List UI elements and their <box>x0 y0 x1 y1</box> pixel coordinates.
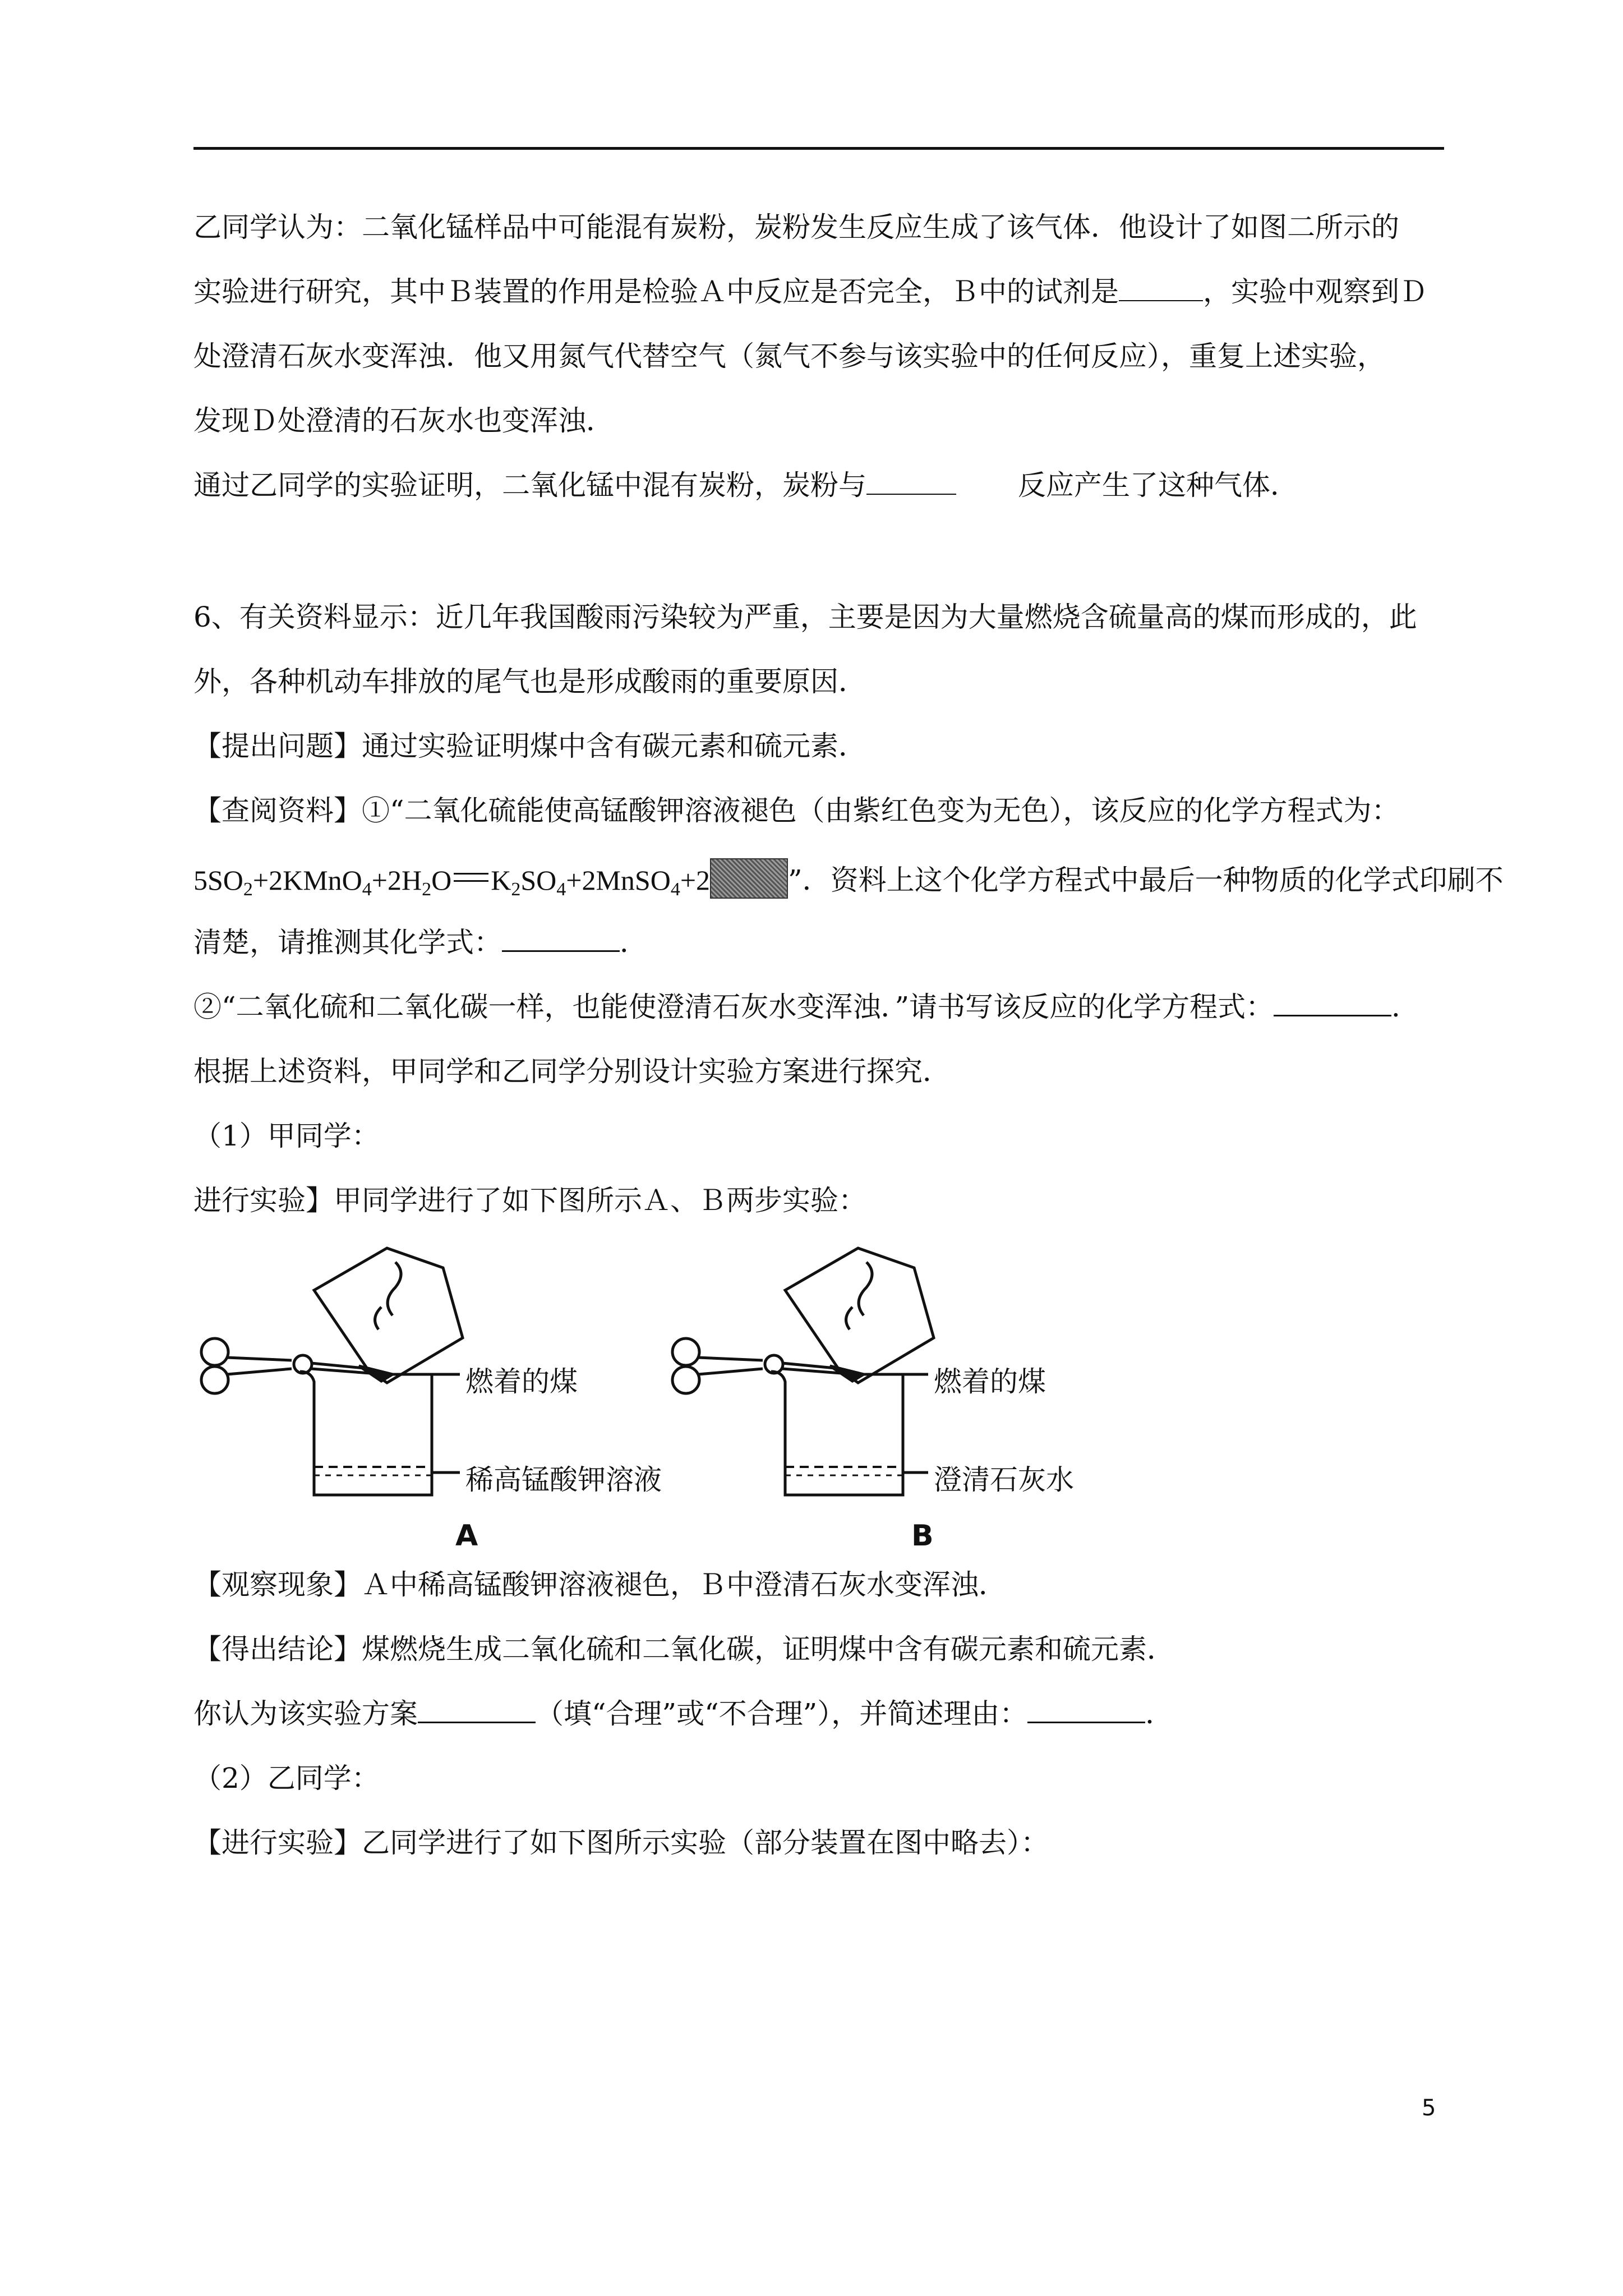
chemical-equation: $5SO_2+2KMnO_4+2H_2O$ $K_2SO_4+2MnSO_4+2$ ”．资料上这个化学方程式中最后一种物质的化学式印刷不 <box>193 858 1444 900</box>
label-letter-b: B <box>911 1519 934 1553</box>
text-line: 【提出问题】通过实验证明煤中含有碳元素和硫元素． <box>193 730 866 762</box>
text-line: 清楚，请推测其化学式： ． <box>193 923 1444 962</box>
page-number: 5 <box>1422 2095 1436 2121</box>
text-line: 你认为该实验方案 （填“合理”或“不合理”），并简述理由： ． <box>193 1694 1444 1733</box>
label-solution-b: 澄清石灰水 <box>934 1464 1074 1496</box>
label-letter-a: A <box>455 1519 478 1553</box>
apparatus-b <box>672 1248 934 1495</box>
label-burning-coal-a: 燃着的煤 <box>465 1365 578 1398</box>
question-6-intro: 6、有关资料显示：近几年我国酸雨污染较为严重，主要是因为大量燃烧含硫量高的煤而形成的，此 <box>193 601 1417 633</box>
text-line: 发现Ｄ处澄清的石灰水也变浑浊． <box>193 404 614 437</box>
text-line: 处澄清石灰水变浑浊．他又用氮气代替空气（氮气不参与该实验中的任何反应），重复上述实验， <box>193 340 1385 372</box>
text-line: 乙同学认为：二氧化锰样品中可能混有炭粉，炭粉发生反应生成了该气体．他设计了如图二所示的 <box>193 211 1399 243</box>
text-line: ②“二氧化硫和二氧化碳一样，也能使澄清石灰水变浑浊．”请书写该反应的化学方程式： ． <box>193 987 1444 1027</box>
answer-blank[interactable] <box>1027 1695 1145 1723</box>
label-burning-coal-b: 燃着的煤 <box>934 1365 1046 1398</box>
label-solution-a: 稀高锰酸钾溶液 <box>465 1464 662 1496</box>
text-line: 【进行实验】乙同学进行了如下图所示实验（部分装置在图中略去）： <box>193 1826 1049 1859</box>
apparatus-a <box>201 1248 463 1495</box>
text-line: 实验进行研究，其中Ｂ装置的作用是检验Ａ中反应是否完全，Ｂ中的试剂是 ，实验中观察到Ｄ <box>193 272 1444 311</box>
text-line: 通过乙同学的实验证明，二氧化锰中混有炭粉，炭粉与 反应产生了这种气体． <box>193 466 1444 505</box>
text-line: 进行实验】甲同学进行了如下图所示Ａ、Ｂ两步实验： <box>193 1184 866 1217</box>
text-line: 根据上述资料，甲同学和乙同学分别设计实验方案进行探究． <box>193 1055 951 1088</box>
answer-blank[interactable] <box>418 1695 536 1723</box>
text-line: 外，各种机动车排放的尾气也是形成酸雨的重要原因． <box>193 665 866 698</box>
text-line: 【观察现象】Ａ中稀高锰酸钾溶液褪色，Ｂ中澄清石灰水变浑浊． <box>193 1568 1007 1601</box>
text-line: 【得出结论】煤燃烧生成二氧化硫和二氧化碳，证明煤中含有碳元素和硫元素． <box>193 1633 1175 1665</box>
text-line: 【查阅资料】①“二氧化硫能使高锰酸钾溶液褪色（由紫红色变为无色），该反应的化学方程式为： <box>193 794 1400 827</box>
text-line: （1）甲同学： <box>193 1120 380 1152</box>
text-line: （2）乙同学： <box>193 1762 380 1795</box>
